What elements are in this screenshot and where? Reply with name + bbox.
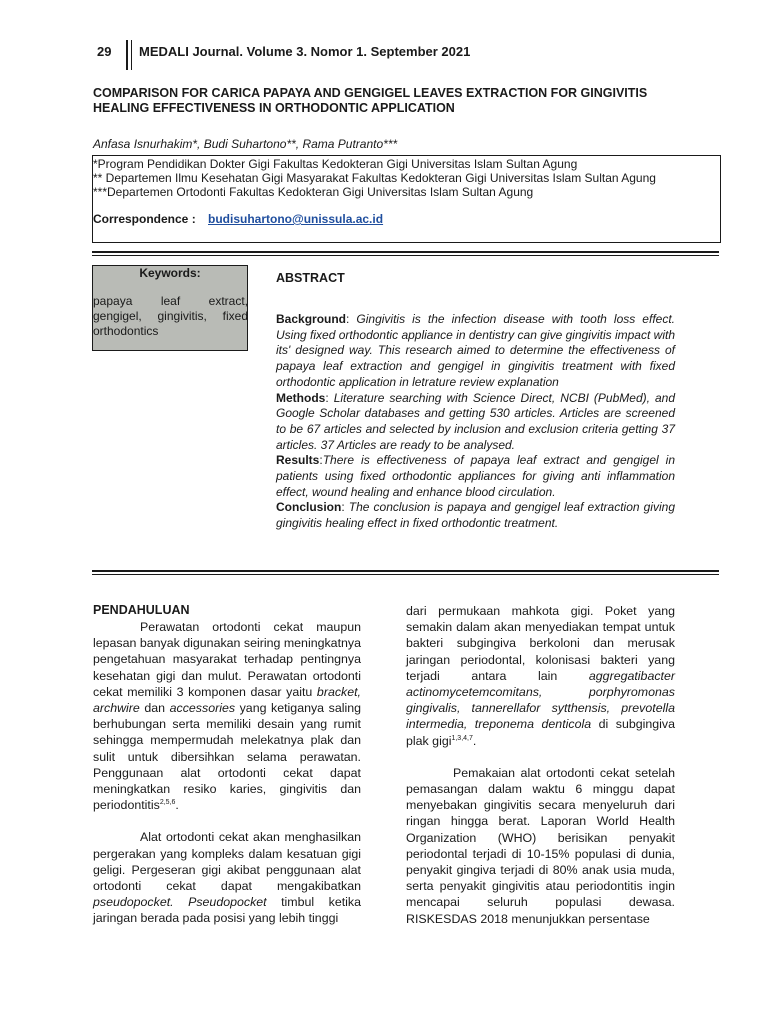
- separator: :: [319, 453, 323, 468]
- paragraph: Pemakaian alat ortodonti cekat setelah pemasangan dalam waktu 6 minggu dapat menyebakan gingivitis secara menyeluruh dari ringan hingga berat. Laporan World Health Organization (WHO) berisikan penyakit periodontal terjadi di 10-15% populasi di dunia, penyakit gingiva terjadi di 80% anak usia muda, serta penyakit gingivitis atau periodontitis ingin mencapai seluruh populasi dewasa. RISKESDAS 2018 menunjukkan persentase: [406, 765, 675, 926]
- paper-title-line: COMPARISON FOR CARICA PAPAYA AND GENGIGEL LEAVES EXTRACTION FOR GINGIVITIS: [93, 86, 648, 100]
- label: Methods: [276, 390, 326, 405]
- label: Background: [276, 312, 347, 326]
- text: .: [472, 733, 477, 748]
- affiliation-line: ***Departemen Ortodonti Fakultas Kedokteran Gigi Universitas Islam Sultan Agung: [93, 185, 534, 199]
- citation: 2,5,6: [159, 799, 176, 807]
- text: .: [175, 798, 179, 813]
- text: Perawatan ortodonti cekat maupun lepasan banyak digunakan seiring meningkatnya pengetahuan masyarakat terhadap pentingnya kesehatan gigi dan mulut. Perawatan ortodonti cekat memiliki 3 komponen dasar yaitu: [93, 620, 361, 699]
- text: Literature searching with Science Direct, NCBI (PubMed), and Google Scholar databases and getting 530 articles. Articles are screened to be 67 articles and selected by inclusion and exclusion criteria getting 37 articles. 37 Articles are ready to be analysed.: [276, 390, 675, 452]
- text: yang ketiganya saling berhubungan serta memiliki desain yang rumit sehingga mempermudah melekatnya plak dan sulit untuk dibersihkan selama perawatan. Penggunaan alat ortodonti cekat dapat meningkatkan resiko karies, gingivitis dan periodontitis: [93, 701, 361, 813]
- section-heading: PENDAHULUAN: [93, 603, 190, 617]
- header-divider: [131, 40, 132, 70]
- abstract-background: [276, 312, 675, 391]
- label: Conclusion: [276, 500, 342, 515]
- affiliation-line: ** Departemen Ilmu Kesehatan Gigi Masyarakat Fakultas Kedokteran Gigi Universitas Islam Sultan Agung: [93, 171, 656, 185]
- section-rule: [92, 251, 719, 253]
- header-divider: [126, 40, 128, 70]
- text: timbul ketika jaringan berada pada posisi yang lebih tinggi: [93, 895, 361, 926]
- body-column-right: [406, 603, 675, 927]
- text: The conclusion is papaya and gengigel leaf extraction giving gingivitis healing effect in fixed orthodontic treatment.: [276, 500, 675, 531]
- page-number: 29: [97, 44, 112, 59]
- text: dan: [139, 701, 170, 716]
- correspondence-email-link[interactable]: budisuhartono@unissula.ac.id: [208, 212, 384, 226]
- text: di subgingiva plak gigi: [406, 717, 675, 748]
- text: aggregatibacter actinomycetemcomitans, porphyromonas gingivalis, tannerellafor sytthensis, prevotella intermedia, treponema denticola: [406, 668, 675, 732]
- separator: :: [341, 500, 349, 515]
- abstract-body: [276, 312, 675, 532]
- paper-title-line: HEALING EFFECTIVENESS IN ORTHODONTIC APPLICATION: [93, 101, 455, 115]
- text: Gingivitis is the infection disease with tooth loss effect. Using fixed orthodontic appliance in dentistry can give gingivitis impact with its' designed way. This research aimed to determine the effectiveness of papaya leaf extraction and gengigel in gingivitis treatment with fixed orthodontic application in letrature review explanation: [276, 312, 675, 389]
- abstract-conclusion: [276, 500, 675, 531]
- abstract-heading: ABSTRACT: [276, 271, 345, 285]
- body-column-left: [93, 619, 361, 927]
- section-rule: [92, 574, 719, 575]
- section-rule: [92, 570, 719, 572]
- text: Alat ortodonti cekat akan menghasilkan pergerakan yang kompleks dalam kesatuan gigi geligi. Pergeseran gigi akibat penggunaan alat ortodonti cekat dapat mengakibatkan: [93, 830, 361, 894]
- keywords-text: papaya leaf extract, gengigel, gingivitis, fixed orthodontics: [93, 294, 248, 338]
- abstract-results: [276, 453, 675, 500]
- separator: :: [325, 390, 334, 405]
- keywords-heading: Keywords:: [139, 266, 201, 280]
- text: accessories: [169, 701, 236, 716]
- journal-title: MEDALI Journal. Volume 3. Nomor 1. September 2021: [139, 44, 471, 59]
- text: There is effectiveness of papaya leaf extract and gengigel in patients using fixed orthodontic appliances for giving anti inflammation effect, wound healing and enhance blood circulation.: [276, 453, 675, 499]
- correspondence-label: Correspondence :: [93, 212, 196, 226]
- text: bracket, archwire: [93, 684, 361, 716]
- citation: 1,3,4,7: [451, 734, 473, 742]
- section-rule: [92, 255, 719, 256]
- text: pseudopocket. Pseudopocket: [93, 895, 267, 910]
- paragraph: [93, 829, 361, 926]
- paper-title: [93, 86, 693, 116]
- paragraph: [93, 619, 361, 813]
- text: dari permukaan mahkota gigi. Poket yang semakin dalam akan menyediakan tempat untuk bakteri subgingiva berkoloni dan merusak jaringan periodontal, kolonisasi bakteri yang terjadi antara lain: [406, 604, 675, 683]
- abstract-methods: [276, 391, 675, 454]
- separator: :: [346, 312, 357, 326]
- paragraph: [406, 603, 675, 749]
- label: Results: [276, 453, 320, 468]
- authors: Anfasa Isnurhakim*, Budi Suhartono**, Rama Putranto***: [93, 137, 398, 151]
- affiliation-line: *Program Pendidikan Dokter Gigi Fakultas Kedokteran Gigi Universitas Islam Sultan Agung: [93, 157, 578, 171]
